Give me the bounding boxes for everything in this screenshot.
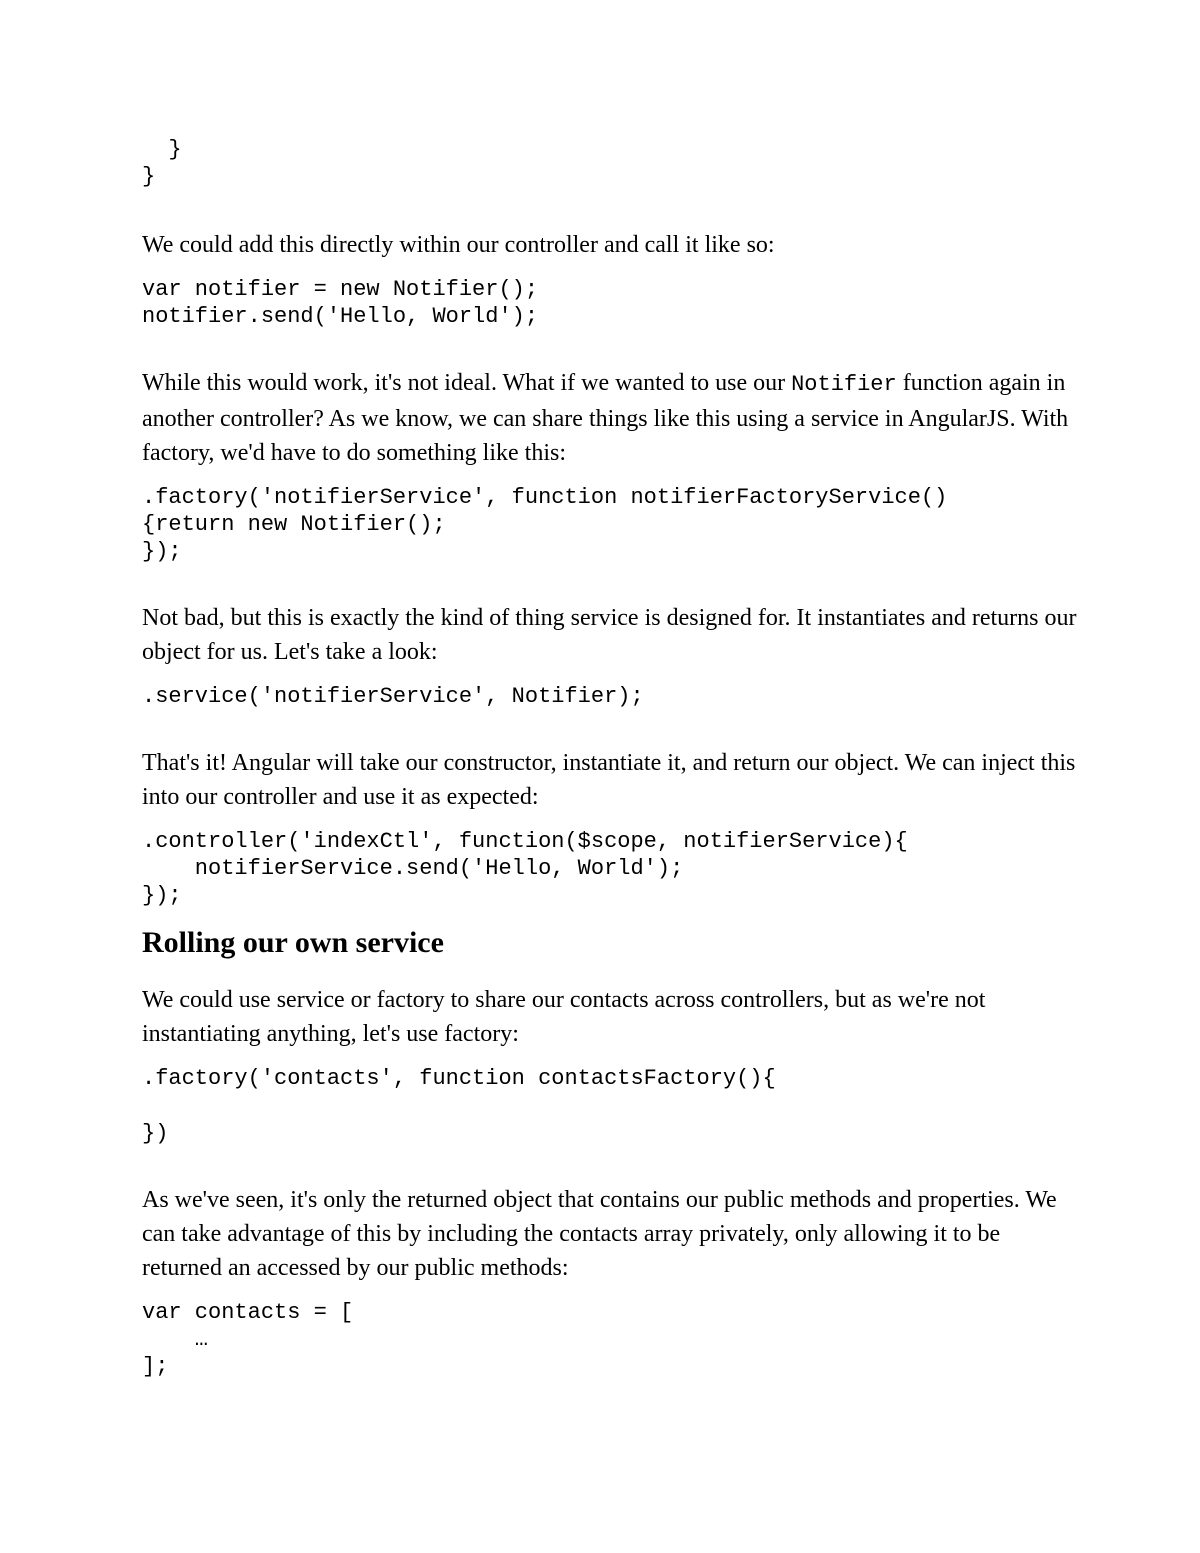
section-heading-rolling-own-service: Rolling our own service: [142, 926, 444, 959]
paragraph-share-contacts: We could use service or factory to share our contacts across controllers, but as we're not instantiating anything, let's use factory:: [142, 987, 986, 1047]
code-block-contacts-factory-open: .factory('contacts', function contactsFactory(){: [142, 1066, 776, 1091]
paragraph-thats-it: That's it! Angular will take our constructor, instantiate it, and return our object. We can inject this into our controller and use it as expected:: [142, 750, 1076, 810]
code-block-closing-braces: } }: [142, 137, 182, 189]
paragraph-not-ideal-part-2: function again in another controller? As we know, we can share things like this using a service in AngularJS. With factory, we'd have to do something like this:: [142, 370, 1069, 466]
code-block-controller: .controller('indexCtl', function($scope, notifierService){ notifierService.send('Hello, World'); });: [142, 829, 908, 908]
paragraph-not-bad: Not bad, but this is exactly the kind of thing service is designed for. It instantiates and returns our object for us. Let's take a look:: [142, 605, 1077, 665]
inline-code-notifier: Notifier: [791, 372, 897, 397]
code-block-factory-notifier: .factory('notifierService', function notifierFactoryService() {return new Notifier(); });: [142, 485, 948, 564]
code-block-notifier-usage: var notifier = new Notifier(); notifier.send('Hello, World');: [142, 277, 539, 329]
document-content: [142, 136, 1082, 1380]
paragraph-add-directly: We could add this directly within our controller and call it like so:: [142, 232, 775, 258]
paragraph-not-ideal-part-1: While this would work, it's not ideal. What if we wanted to use our: [142, 370, 792, 396]
code-block-service-notifier: .service('notifierService', Notifier);: [142, 684, 644, 709]
code-block-contacts-array: var contacts = [ … ];: [142, 1300, 354, 1379]
code-block-contacts-factory-close: }): [142, 1121, 169, 1146]
paragraph-not-ideal: [142, 366, 1082, 470]
paragraph-returned-object: As we've seen, it's only the returned object that contains our public methods and properties. We can take advantage of this by including the contacts array privately, only allowing it to be returned an accessed by our public methods:: [142, 1187, 1057, 1281]
